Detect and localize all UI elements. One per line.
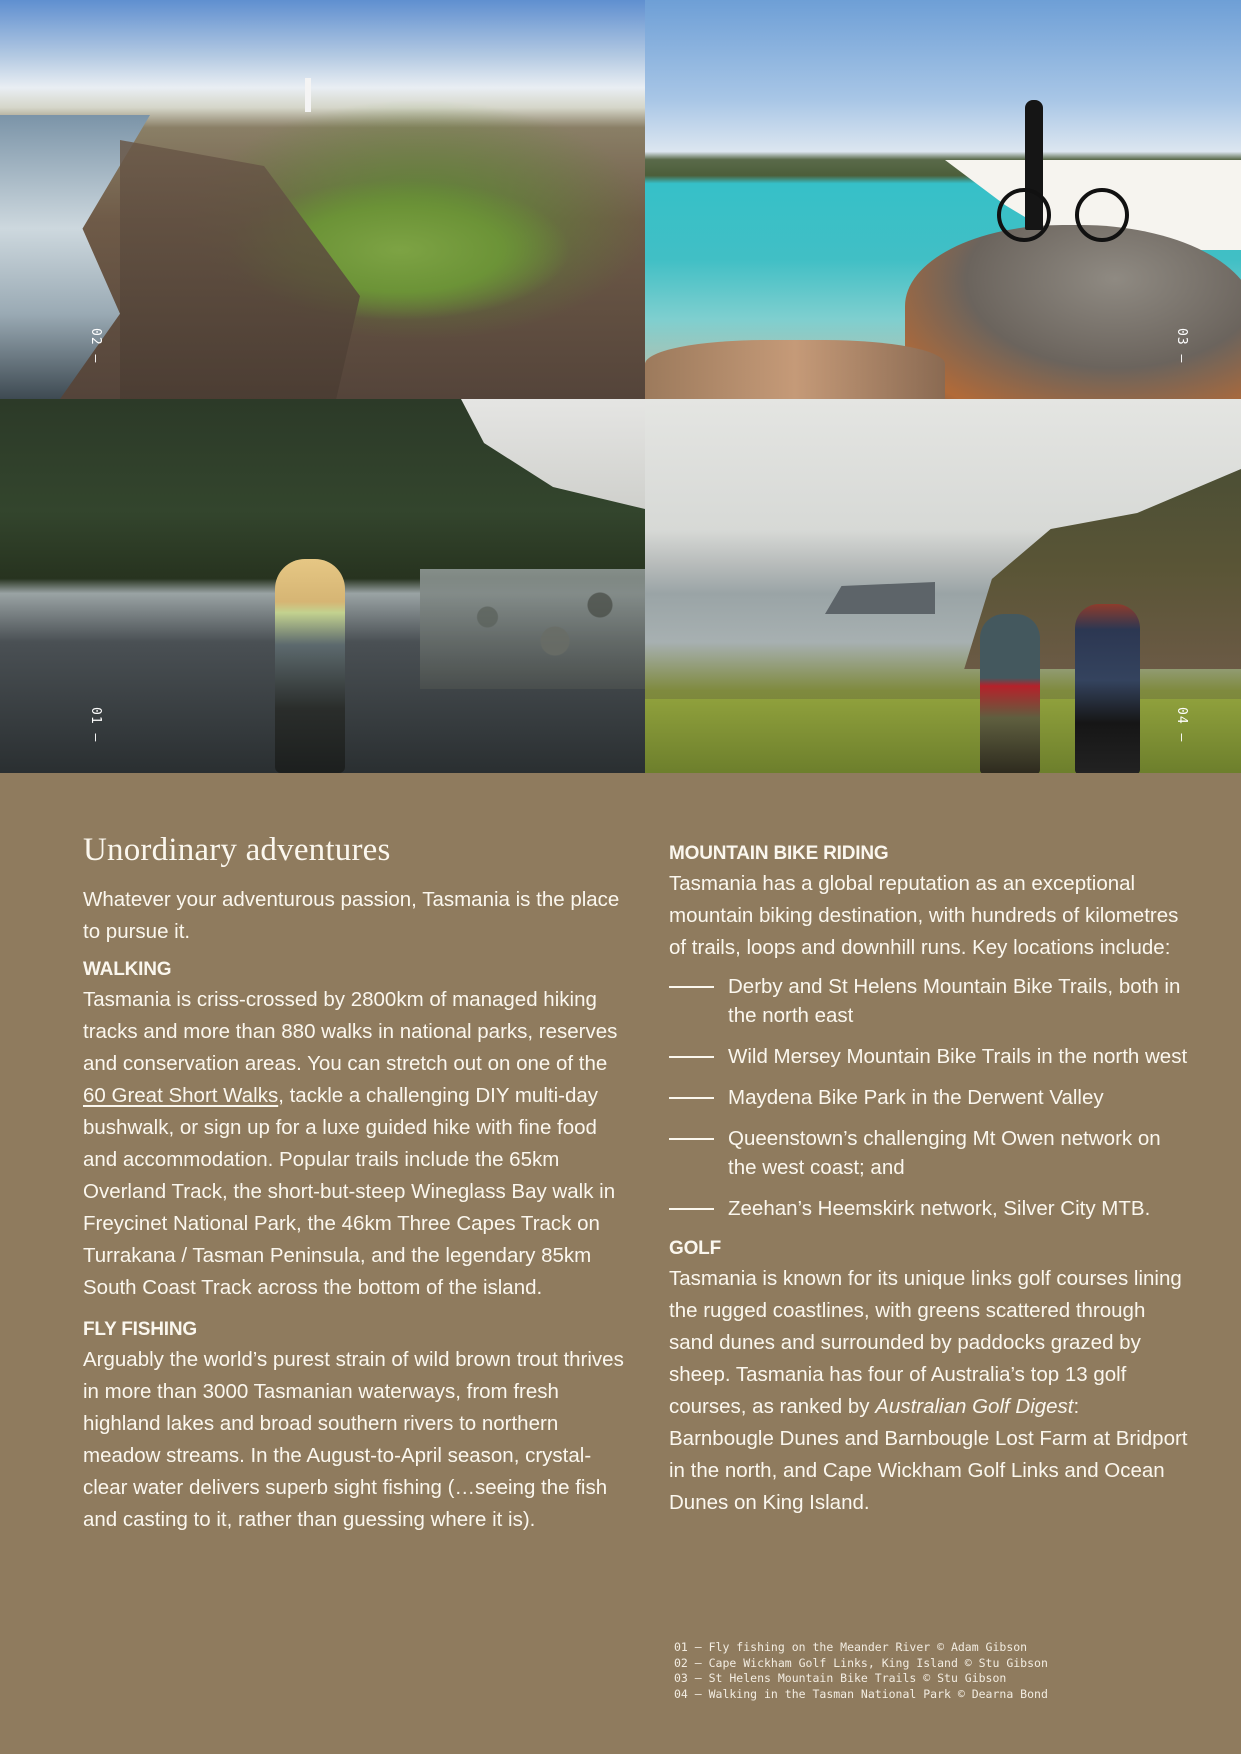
- fly-fishing-section: [83, 1316, 628, 1536]
- walking-section: [83, 956, 628, 1304]
- credit-line: 02 — Cape Wickham Golf Links, King Island © Stu Gibson: [674, 1655, 1048, 1670]
- photo-river-rocks-shape: [420, 569, 645, 689]
- photo-number-label: 01 —: [88, 707, 103, 743]
- photo-hiker-shape: [1075, 604, 1140, 773]
- dash-bullet-icon: [669, 986, 714, 988]
- photo-headland-shape: [825, 574, 935, 614]
- dash-bullet-icon: [669, 1208, 714, 1210]
- article-right-column: [669, 840, 1189, 1531]
- walking-text: [83, 984, 628, 1304]
- photo-bike-wheel-shape: [997, 188, 1051, 242]
- photo-number-label: 03 —: [1174, 328, 1189, 364]
- golf-text-part: Tasmania is known for its unique links golf courses lining the rugged coastlines, with greens scattered through sand dunes and surrounded by paddocks grazed by sheep. Tasmania has four of Australia’s top 13 golf courses, as ranked by: [669, 1267, 1182, 1418]
- dash-bullet-icon: [669, 1138, 714, 1140]
- photo-number-label: 02 —: [88, 328, 103, 364]
- list-item-text: Derby and St Helens Mountain Bike Trails, both in the north east: [728, 975, 1181, 1027]
- photo-rock-shape: [120, 140, 360, 399]
- list-item-text: Zeehan’s Heemskirk network, Silver City MTB.: [728, 1197, 1151, 1220]
- walking-text-part: Tasmania is criss-crossed by 2800km of managed hiking tracks and more than 880 walks in national parks, reserves and conservation areas. You can stretch out on one of the: [83, 988, 618, 1075]
- photo-lighthouse-shape: [305, 78, 311, 112]
- list-item-text: Queenstown’s challenging Mt Owen network on the west coast; and: [728, 1127, 1161, 1179]
- publication-name: Australian Golf Digest: [875, 1395, 1074, 1418]
- photo-credits: [674, 1640, 1048, 1702]
- intro-text: Whatever your adventurous passion, Tasmania is the place to pursue it.: [83, 888, 620, 943]
- photo-st-helens-mtb: [645, 0, 1241, 399]
- photo-bike-wheel-shape: [1075, 188, 1129, 242]
- photo-rocks-shape: [645, 340, 945, 399]
- photo-cape-wickham-golf: [0, 0, 645, 399]
- photo-tasman-walking: [645, 399, 1241, 773]
- golf-text: [669, 1263, 1189, 1519]
- photo-sky-shape: [415, 399, 645, 509]
- photo-fly-fishing: [0, 399, 645, 773]
- photo-number-label: 04 —: [1174, 707, 1189, 743]
- fly-fishing-heading: FLY FISHING: [83, 1319, 197, 1340]
- list-item: [669, 1083, 1189, 1112]
- golf-heading: GOLF: [669, 1238, 721, 1259]
- article-left-column: [83, 830, 628, 1548]
- list-item: [669, 972, 1189, 1030]
- list-item-text: Maydena Bike Park in the Derwent Valley: [728, 1086, 1104, 1109]
- fly-fishing-text: Arguably the world’s purest strain of wild brown trout thrives in more than 3000 Tasmanian waterways, from fresh highland lakes and broad southern rivers to northern meadow streams. In the August-to-April season, crystal-clear water delivers superb sight fishing (…seeing the fish and casting to it, rather than guessing where it is).: [83, 1348, 624, 1531]
- page-title: Unordinary adventures: [83, 832, 391, 868]
- golf-section: [669, 1235, 1189, 1519]
- mountain-bike-text: Tasmania has a global reputation as an exceptional mountain biking destination, with hundreds of kilometres of trails, loops and downhill runs. Key locations include:: [669, 872, 1179, 959]
- list-item: [669, 1194, 1189, 1223]
- photo-scrub-shape: [645, 699, 1241, 773]
- credit-line: 03 — St Helens Mountain Bike Trails © Stu Gibson: [674, 1671, 1007, 1685]
- dash-bullet-icon: [669, 1097, 714, 1099]
- mtb-locations-list: [669, 972, 1189, 1223]
- walking-text-part: , tackle a challenging DIY multi-day bushwalk, or sign up for a luxe guided hike with fine food and accommodation. Popular trails include the 65km Overland Track, the short-but-steep Wineglass Bay walk in Freycinet National Park, the 46km Three Capes Track on Turrakana / Tasman Peninsula, and the legendary 85km South Coast Track across the bottom of the island.: [83, 1084, 616, 1299]
- walking-heading: WALKING: [83, 959, 172, 980]
- list-item: [669, 1042, 1189, 1071]
- golf-text-part: : Barnbougle Dunes and Barnbougle Lost Farm at Bridport in the north, and Cape Wickham Golf Links and Ocean Dunes on King Island.: [669, 1395, 1188, 1514]
- great-short-walks-link[interactable]: 60 Great Short Walks: [83, 1084, 279, 1107]
- photo-cliff-shape: [895, 469, 1241, 669]
- credit-line: 04 — Walking in the Tasman National Park © Dearna Bond: [674, 1686, 1048, 1701]
- mountain-bike-heading: MOUNTAIN BIKE RIDING: [669, 843, 889, 864]
- photo-boulder-shape: [905, 225, 1241, 399]
- list-item: [669, 1124, 1189, 1182]
- dash-bullet-icon: [669, 1056, 714, 1058]
- list-item-text: Wild Mersey Mountain Bike Trails in the north west: [728, 1045, 1188, 1068]
- mountain-bike-section: [669, 840, 1189, 1223]
- photo-hiker-shape: [980, 614, 1040, 773]
- photo-angler-shape: [275, 559, 345, 773]
- credit-line: 01 — Fly fishing on the Meander River © Adam Gibson: [674, 1640, 1028, 1654]
